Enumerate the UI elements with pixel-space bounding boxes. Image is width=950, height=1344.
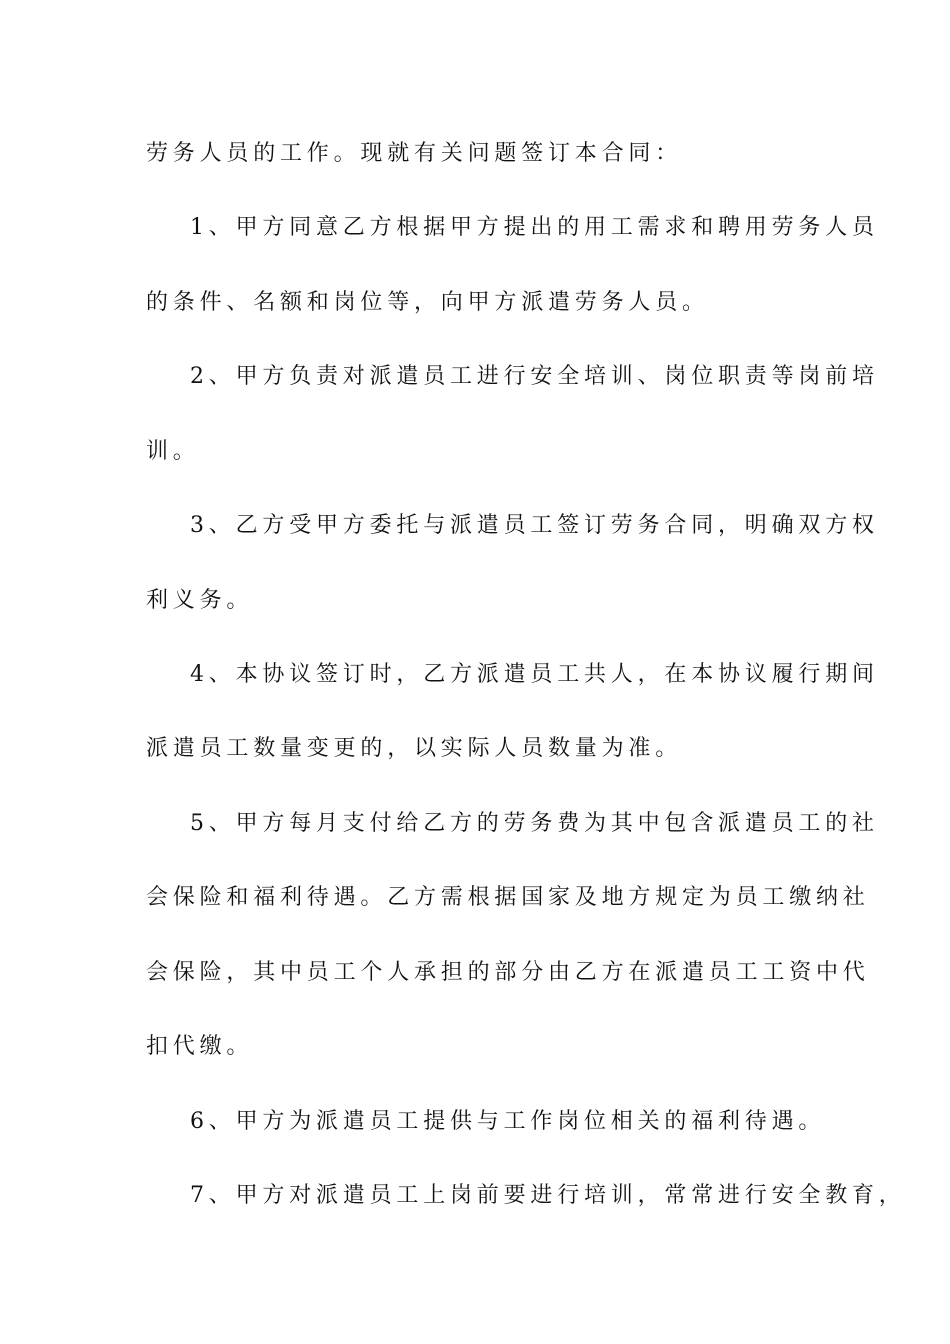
text-line-1: 劳务人员的工作。现就有关问题签订本合同： — [146, 141, 683, 166]
text-line-13: 扣代缴。 — [146, 1034, 254, 1059]
text-line-15: 7、甲方对派遣员工上岗前要进行培训，常常进行安全教育， — [190, 1183, 906, 1208]
text-line-8: 4、本协议签订时，乙方派遣员工共人，在本协议履行期间 — [190, 662, 879, 687]
text-line-12: 会保险，其中员工个人承担的部分由乙方在派遣员工工资中代 — [146, 960, 870, 985]
text-line-5: 训。 — [146, 439, 200, 464]
text-line-3: 的条件、名额和岗位等，向甲方派遣劳务人员。 — [146, 290, 709, 315]
text-line-14: 6、甲方为派遣员工提供与工作岗位相关的福利待遇。 — [190, 1109, 826, 1134]
text-line-2: 1、甲方同意乙方根据甲方提出的用工需求和聘用劳务人员 — [190, 215, 879, 240]
text-line-6: 3、乙方受甲方委托与派遣员工签订劳务合同，明确双方权 — [190, 513, 879, 538]
text-line-11: 会保险和福利待遇。乙方需根据国家及地方规定为员工缴纳社 — [146, 885, 870, 910]
text-line-7: 利义务。 — [146, 588, 254, 613]
text-line-4: 2、甲方负责对派遣员工进行安全培训、岗位职责等岗前培 — [190, 364, 879, 389]
text-line-9: 派遣员工数量变更的，以实际人员数量为准。 — [146, 736, 683, 761]
text-line-10: 5、甲方每月支付给乙方的劳务费为其中包含派遣员工的社 — [190, 811, 879, 836]
